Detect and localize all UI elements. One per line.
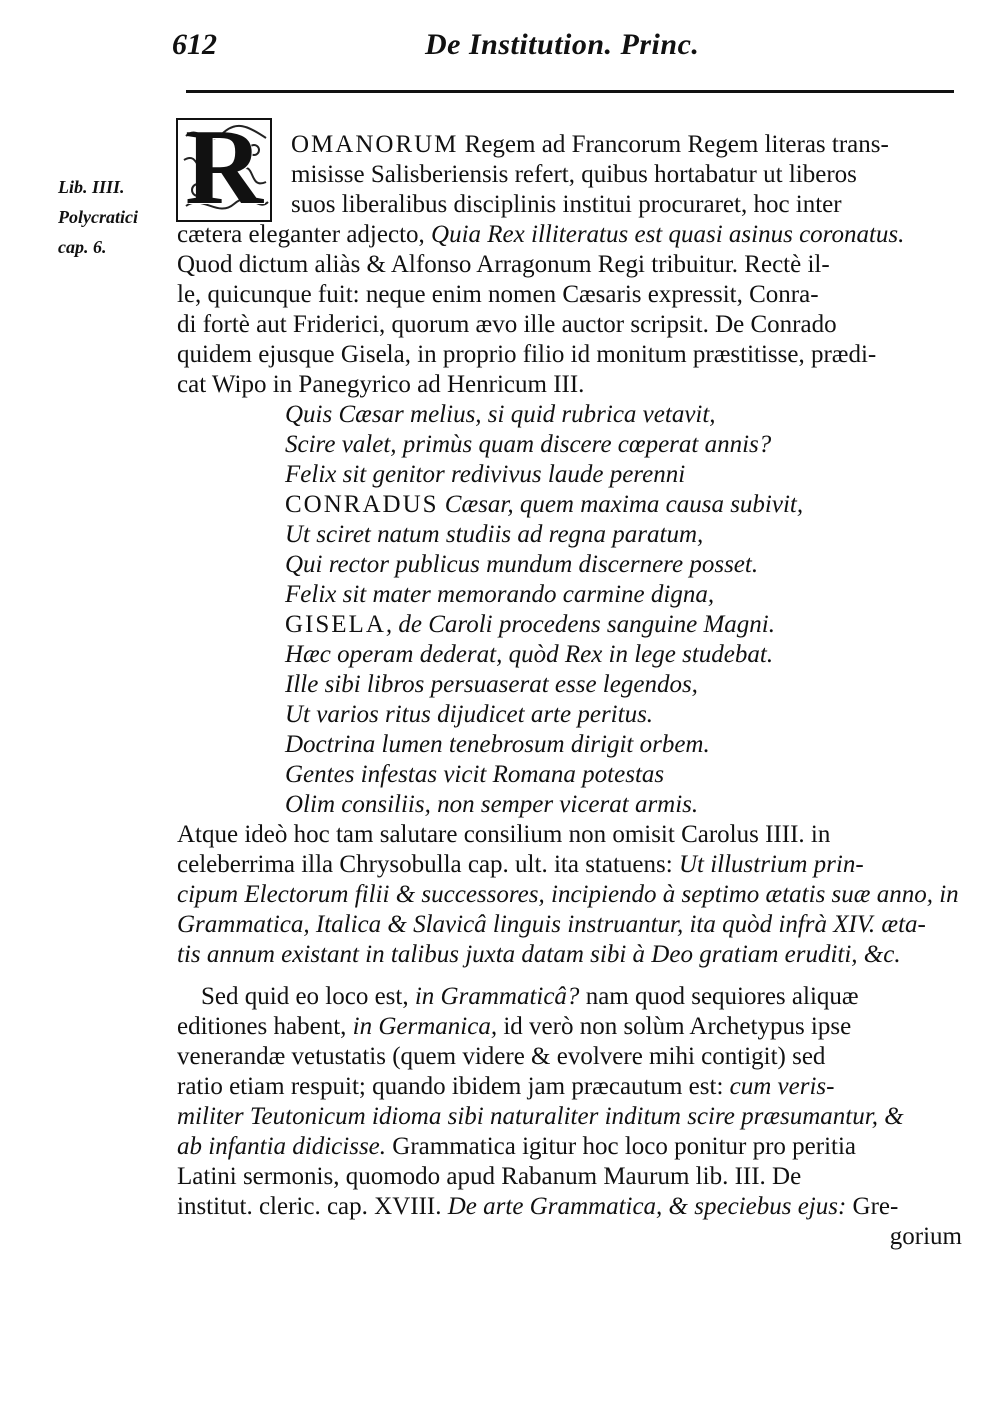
text-span: Grammatica igitur hoc loco ponitur pro peritia [386, 1133, 857, 1160]
text-line: Atque ideò hoc tam salutare consilium non omisit Carolus IIII. in [177, 821, 831, 848]
text-span: celeberrima illa Chrysobulla cap. ult. ita statuens: [177, 851, 679, 878]
verse-line: Olim consiliis, non semper vicerat armis. [285, 791, 699, 818]
italic-quote: Quia Rex illiteratus est quasi asinus coronatus. [431, 221, 905, 248]
catchword: gorium [889, 1223, 962, 1250]
italic-quote: in Grammaticâ? [414, 983, 580, 1010]
verse-line: Gentes infestas vicit Romana potestas [285, 761, 665, 788]
text-line [177, 1192, 962, 1222]
drop-cap-letter: R [185, 118, 263, 222]
verse-line: Felix sit mater memorando carmine digna, [285, 581, 715, 608]
verse-line: Ut varios ritus dijudicet arte peritus. [285, 701, 654, 728]
verse-line: Ille sibi libros persuaserat esse legendos, [285, 671, 698, 698]
text-line: cipum Electorum filii & successores, incipiendo à septimo ætatis suæ anno, in [177, 881, 959, 908]
text-line: quidem ejusque Gisela, in proprio filio id monitum præstitisse, prædi- [177, 341, 877, 368]
text-line: tis annum existant in talibus juxta datam sibi à Deo gratiam eruditi, &c. [177, 941, 901, 968]
text-span: Cæsar, quem maxima causa subivit, [444, 491, 804, 518]
margin-note-line: Polycratici [58, 207, 138, 227]
small-caps-word: OMANORUM [291, 131, 459, 158]
small-caps-name: CONRADUS [285, 491, 439, 518]
text-span: cætera eleganter adjecto, [177, 221, 432, 248]
italic-quote: De arte Grammatica, & speciebus ejus: [447, 1193, 847, 1220]
text-line: cat Wipo in Panegyrico ad Henricum III. [177, 371, 585, 398]
small-caps-name: GISELA [285, 611, 386, 638]
text-line [177, 220, 962, 250]
verse-line: Felix sit genitor redivivus laude perenni [285, 461, 686, 488]
text-span: , de Caroli procedens sanguine Magni. [385, 611, 775, 638]
text-body [177, 130, 962, 1252]
text-span: institut. cleric. cap. XVIII. [177, 1193, 448, 1220]
verse-line [177, 490, 962, 520]
italic-quote: ab infantia didicisse. [177, 1133, 387, 1160]
text-line: Grammatica, Italica & Slavicâ linguis instruantur, ita quòd infrà XIV. æta- [177, 911, 926, 938]
italic-quote: in Germanica, [352, 1013, 498, 1040]
text-span: nam quod sequiores aliquæ [579, 983, 859, 1010]
margin-note-line: Lib. IIII. [58, 177, 125, 197]
text-line: le, quicunque fuit: neque enim nomen Cæsaris expressit, Conra- [177, 281, 819, 308]
text-line [177, 130, 962, 160]
text-span: ratio etiam respuit; quando ibidem jam præcautum est: [177, 1073, 730, 1100]
paragraph-gap [177, 970, 962, 982]
page-number: 612 [172, 28, 217, 61]
text-span: Gre- [846, 1193, 899, 1220]
text-line [177, 1012, 962, 1042]
page-header [0, 28, 1000, 68]
text-span: Regem ad Francorum Regem literas trans- [458, 131, 889, 158]
text-span: id verò non solùm Archetypus ipse [497, 1013, 852, 1040]
text-line [177, 1072, 962, 1102]
verse-line: Qui rector publicus mundum discernere posset. [285, 551, 759, 578]
verse-line: Hæc operam dederat, quòd Rex in lege studebat. [285, 641, 774, 668]
verse-line: Quis Cæsar melius, si quid rubrica vetavit, [285, 401, 716, 428]
verse-line: Doctrina lumen tenebrosum dirigit orbem. [285, 731, 710, 758]
text-line: Quod dictum aliàs & Alfonso Arragonum Regi tribuitur. Rectè il- [177, 251, 830, 278]
text-line [177, 850, 962, 880]
italic-quote: cum veris- [729, 1073, 835, 1100]
header-rule [186, 90, 954, 93]
verse-line [177, 610, 962, 640]
text-span: Sed quid eo loco est, [201, 983, 415, 1010]
margin-note-line: cap. 6. [58, 237, 107, 257]
verse-line: Ut sciret natum studiis ad regna paratum, [285, 521, 704, 548]
italic-quote: Ut illustrium prin- [678, 851, 864, 878]
text-span: editiones habent, [177, 1013, 353, 1040]
text-line: Latini sermonis, quomodo apud Rabanum Maurum lib. III. De [177, 1163, 802, 1190]
verse-line: Scire valet, primùs quam discere cœperat annis? [285, 431, 772, 458]
text-line: militer Teutonicum idioma sibi naturaliter inditum scire præsumantur, & [177, 1103, 904, 1130]
text-line: suos liberalibus disciplinis institui procuraret, hoc inter [291, 191, 842, 218]
text-line [177, 982, 962, 1012]
text-line: misisse Salisberiensis refert, quibus hortabatur ut liberos [291, 161, 857, 188]
margin-note [58, 172, 178, 262]
text-line [177, 1132, 962, 1162]
text-line: di fortè aut Friderici, quorum ævo ille auctor scripsit. De Conrado [177, 311, 837, 338]
text-line: venerandæ vetustatis (quem videre & evolvere mihi contigit) sed [177, 1043, 826, 1070]
running-title: De Institution. Princ. [425, 28, 700, 61]
